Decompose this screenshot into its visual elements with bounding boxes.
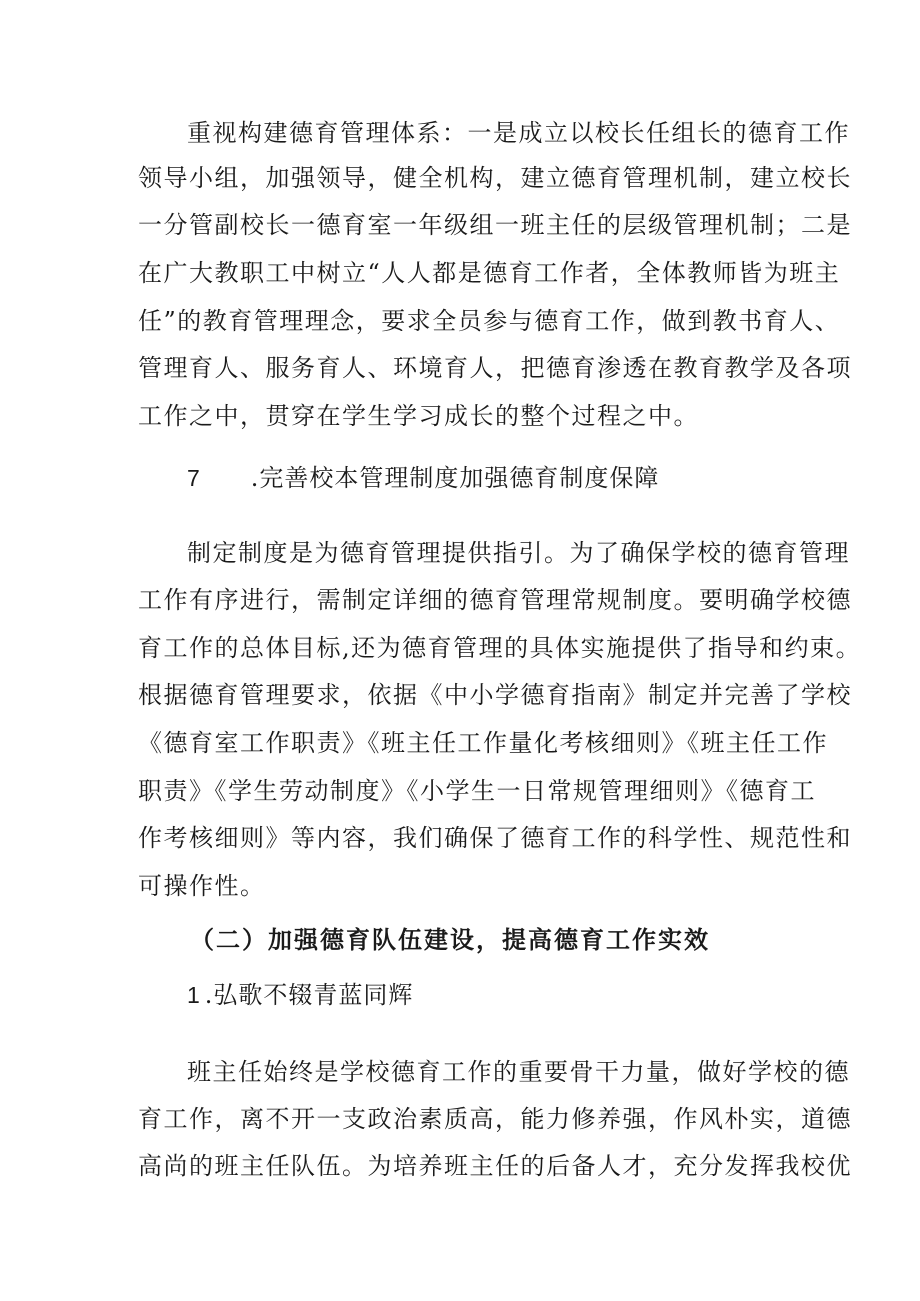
paragraph-line: 育工作的总体目标,还为德育管理的具体实施提供了指导和约束。 xyxy=(138,634,862,662)
paragraph-line: 作考核细则》等内容，我们确保了德育工作的科学性、规范性和 xyxy=(138,824,852,852)
paragraph-line: 任”的教育管理理念，要求全员参与德育工作，做到教书育人、 xyxy=(138,307,841,335)
paragraph-line: 职责》《学生劳动制度》《小学生一日常规管理细则》《德育工 xyxy=(138,777,816,805)
paragraph-line: 一分管副校长一德育室一年级组一班主任的层级管理机制；二是 xyxy=(138,211,852,239)
paragraph-line: 班主任始终是学校德育工作的重要骨干力量，做好学校的德 xyxy=(187,1058,850,1086)
paragraph-line: 高尚的班主任队伍。为培养班主任的后备人才，充分发挥我校优 xyxy=(138,1152,852,1180)
paragraph-line: 根据德育管理要求，依据《中小学德育指南》制定并完善了学校 xyxy=(138,681,852,709)
heading-title: .弘歌不辍青蓝同辉 xyxy=(204,981,414,1009)
heading-number: 1 xyxy=(187,982,201,1008)
paragraph-line: 工作有序进行，需制定详细的德育管理常规制度。要明确学校德 xyxy=(138,586,852,614)
paragraph-line: 重视构建德育管理体系：一是成立以校长任组长的德育工作 xyxy=(187,119,850,147)
paragraph-line: 育工作，离不开一支政治素质高，能力修养强，作风朴实，道德 xyxy=(138,1105,852,1133)
paragraph-line: 制定制度是为德育管理提供指引。为了确保学校的德育管理 xyxy=(187,539,850,567)
heading-number: 7 xyxy=(187,465,201,491)
paragraph-line: 工作之中，贯穿在学生学习成长的整个过程之中。 xyxy=(138,402,699,430)
paragraph-line: 领导小组，加强领导，健全机构，建立德育管理机制，建立校长 xyxy=(138,164,852,192)
paragraph-line: 管理育人、服务育人、环境育人，把德育渗透在教育教学及各项 xyxy=(138,354,852,382)
section-heading: （二）加强德育队伍建设，提高德育工作实效 xyxy=(190,925,710,954)
subsection-heading-1 xyxy=(187,980,413,1010)
subsection-heading-7 xyxy=(187,463,659,493)
paragraph-line: 可操作性。 xyxy=(138,872,266,900)
paragraph-line: 在广大教职工中树立“人人都是德育工作者，全体教师皆为班主 xyxy=(138,259,841,287)
heading-title: .完善校本管理制度加强德育制度保障 xyxy=(250,464,660,492)
paragraph-line: 《德育室工作职责》《班主任工作量化考核细则》《班主任工作 xyxy=(138,729,828,757)
